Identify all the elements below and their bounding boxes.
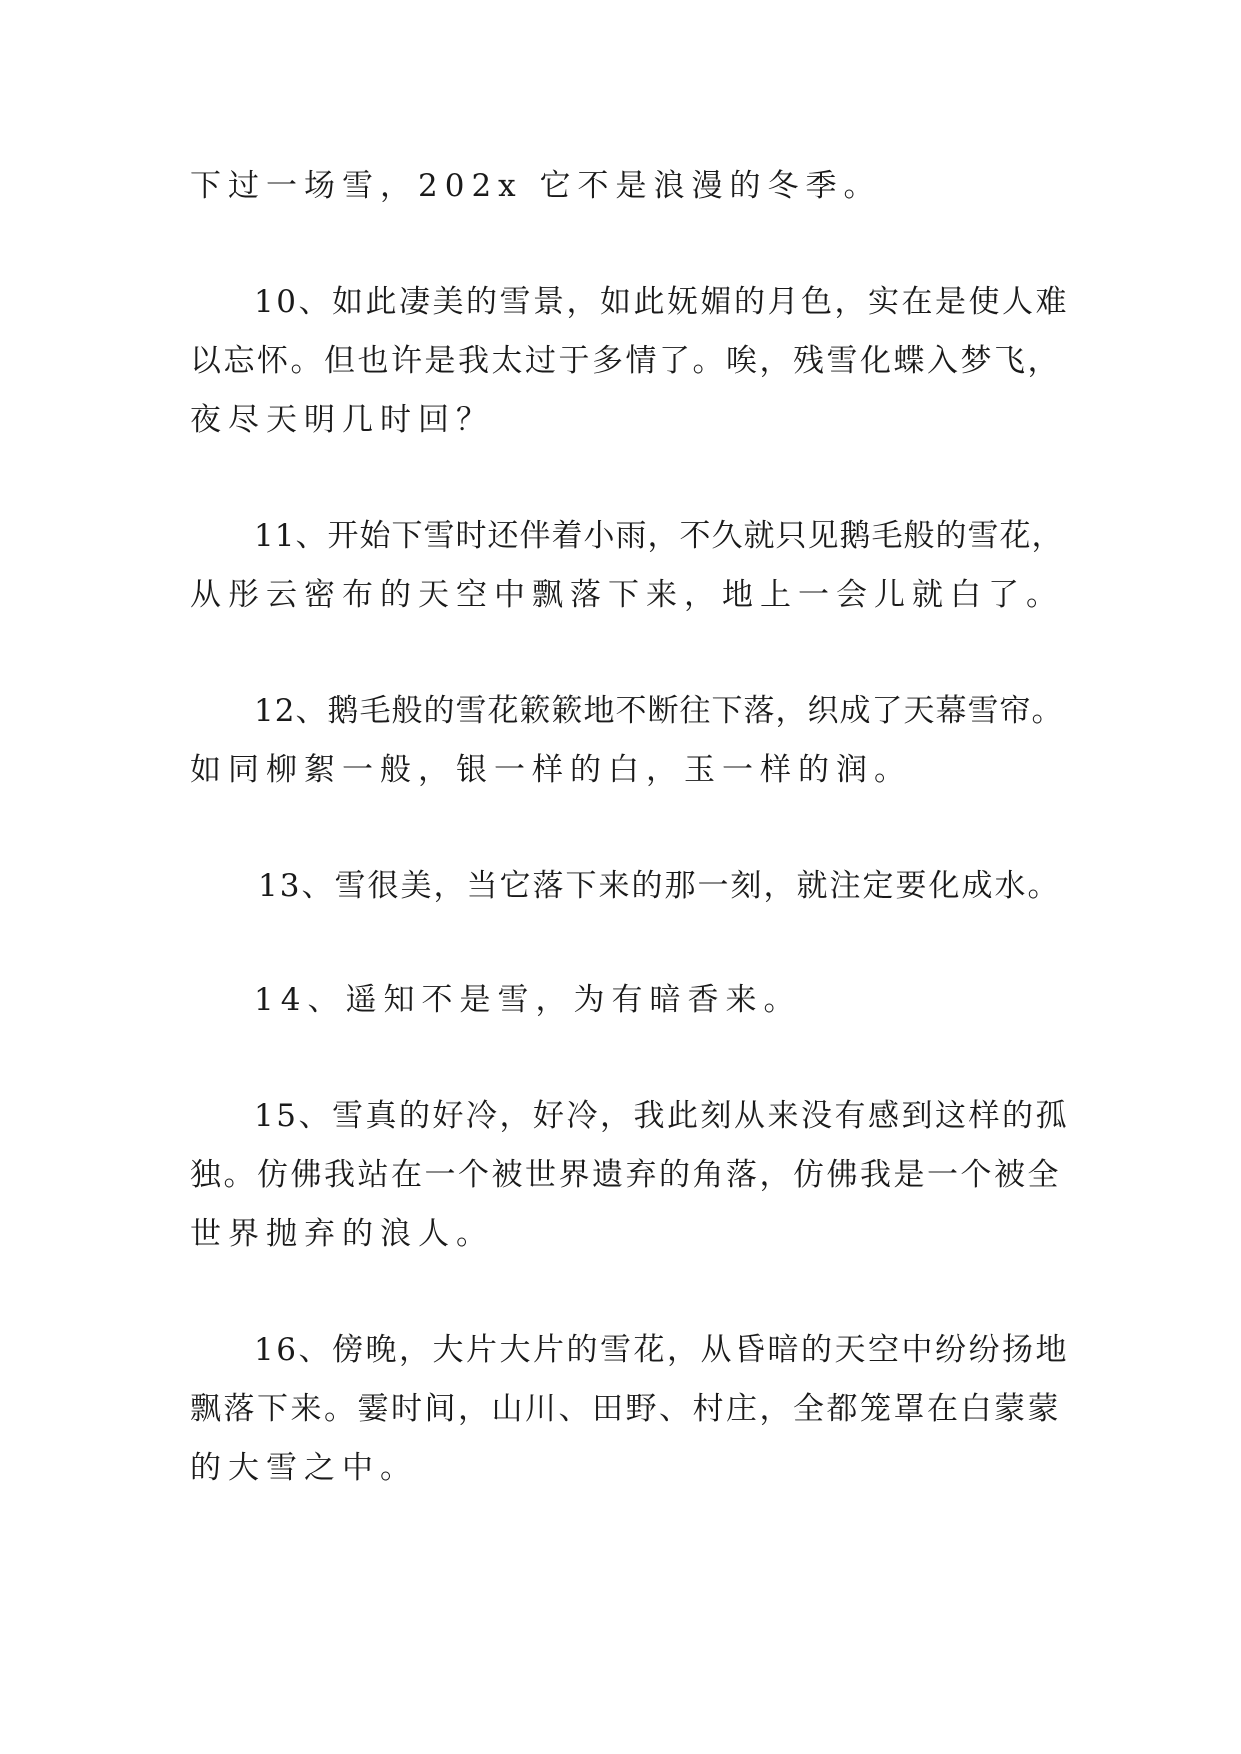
paragraph-line: 16、傍晚，大片大片的雪花，从昏暗的天空中纷纷扬地 [254,1332,1069,1368]
paragraph-line: 下过一场雪，202x 它不是浪漫的冬季。 [190,168,882,204]
paragraph-line: 11、开始下雪时还伴着小雨，不久就只见鹅毛般的雪花， [254,518,1064,554]
paragraph-line: 从彤云密布的天空中飘落下来，地上一会儿就白了。 [190,577,1064,613]
paragraph-line: 独。仿佛我站在一个被世界遗弃的角落，仿佛我是一个被全 [190,1157,1061,1193]
paragraph-line: 飘落下来。霎时间，山川、田野、村庄，全都笼罩在白蒙蒙 [190,1391,1061,1427]
paragraph-line: 世界抛弃的浪人。 [190,1216,494,1252]
paragraph-line: 的大雪之中。 [190,1450,418,1486]
paragraph-line: 15、雪真的好冷，好冷，我此刻从来没有感到这样的孤 [254,1098,1069,1134]
paragraph-line: 14、遥知不是雪，为有暗香来。 [254,982,802,1018]
paragraph-line: 以忘怀。但也许是我太过于多情了。唉，残雪化蝶入梦飞， [190,343,1061,379]
paragraph-line: 10、如此凄美的雪景，如此妩媚的月色，实在是使人难 [254,284,1069,320]
paragraph-line: 13、雪很美，当它落下来的那一刻，就注定要化成水。 [258,868,1061,904]
paragraph-line: 如同柳絮一般，银一样的白，玉一样的润。 [190,752,912,788]
paragraph-line: 夜尽天明几时回？ [190,402,494,438]
paragraph-line: 12、鹅毛般的雪花簌簌地不断往下落，织成了天幕雪帘。 [254,693,1064,729]
